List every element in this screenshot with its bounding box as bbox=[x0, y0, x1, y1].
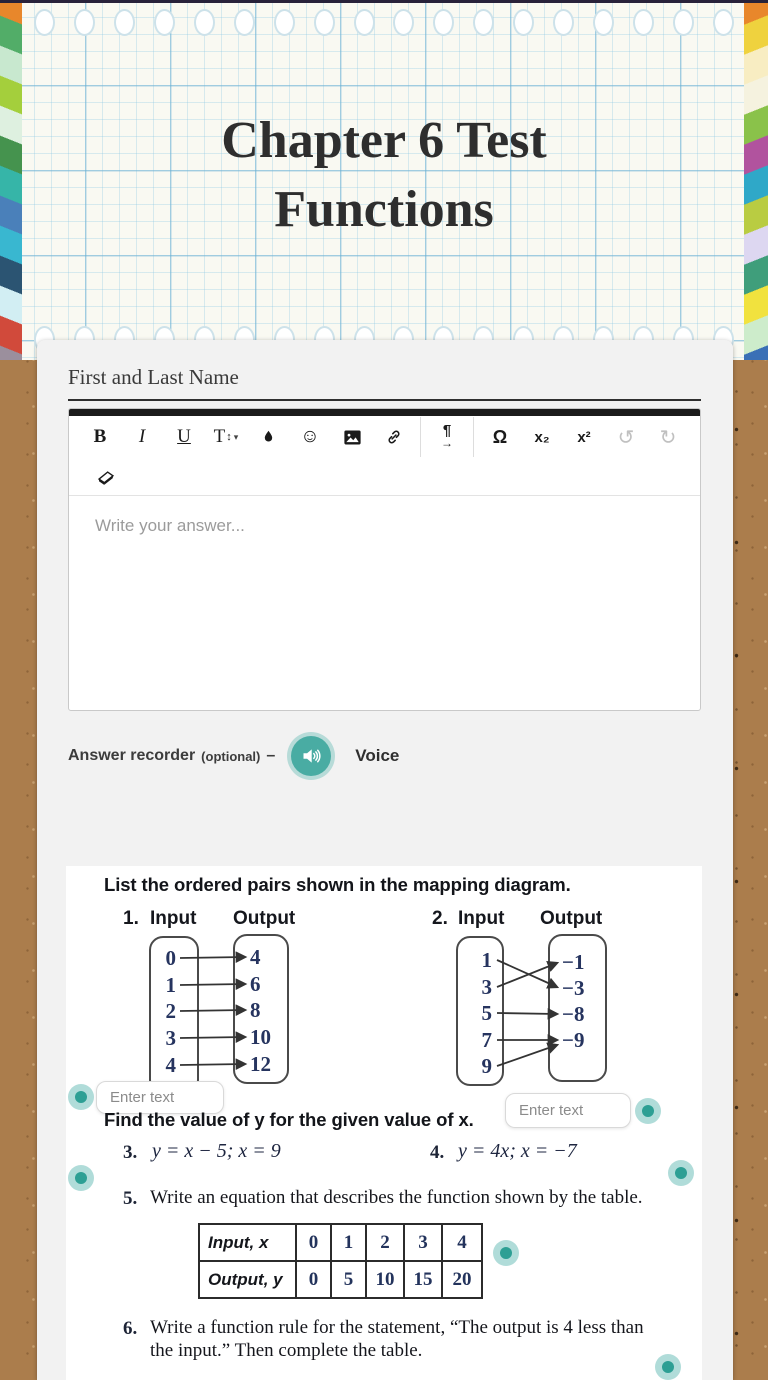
d1-input: 2 bbox=[165, 999, 176, 1023]
binder-hole bbox=[114, 9, 135, 36]
problem6-line2: the input.” Then complete the table. bbox=[150, 1340, 423, 1361]
problem3-number: 3. bbox=[123, 1142, 138, 1163]
answer-editor bbox=[68, 408, 701, 711]
diagram1-number: 1. bbox=[123, 908, 139, 929]
answer-hotspot[interactable] bbox=[493, 1240, 519, 1266]
d1-input: 1 bbox=[165, 973, 176, 997]
binder-hole bbox=[234, 9, 255, 36]
bold-button[interactable]: B bbox=[93, 426, 107, 447]
binder-hole bbox=[354, 9, 375, 36]
d1-input: 4 bbox=[165, 1053, 176, 1077]
recorder-dash: – bbox=[266, 747, 276, 764]
answer-hotspot[interactable] bbox=[655, 1354, 681, 1380]
name-question-label: First and Last Name bbox=[68, 365, 239, 389]
binder-hole bbox=[194, 9, 215, 36]
d1-output: 12 bbox=[250, 1052, 271, 1076]
editor-top-bar bbox=[69, 409, 700, 416]
voice-label: Voice bbox=[355, 746, 400, 765]
d2-output: −9 bbox=[562, 1028, 585, 1052]
insert-image-button[interactable] bbox=[331, 418, 373, 456]
diagram2-number: 2. bbox=[432, 908, 448, 929]
instruction-2: Find the value of y for the given value of x. bbox=[104, 1109, 474, 1130]
binder-hole bbox=[393, 9, 414, 36]
toolbar-divider bbox=[473, 417, 474, 457]
answer-hotspot[interactable] bbox=[68, 1084, 94, 1110]
d2-output: −3 bbox=[562, 976, 585, 1000]
insert-link-button[interactable] bbox=[373, 418, 415, 456]
binder-hole bbox=[673, 9, 694, 36]
d2-output: −8 bbox=[562, 1002, 585, 1026]
instruction-1: List the ordered pairs shown in the mapping diagram. bbox=[104, 874, 571, 895]
problem4-number: 4. bbox=[430, 1142, 445, 1163]
binder-hole bbox=[553, 9, 574, 36]
special-character-button[interactable]: Ω bbox=[492, 426, 508, 447]
text-direction-button[interactable]: ¶ → bbox=[441, 422, 453, 450]
toolbar-divider bbox=[420, 417, 421, 457]
binder-hole bbox=[274, 9, 295, 36]
answer-hotspot[interactable] bbox=[68, 1165, 94, 1191]
binder-hole bbox=[433, 9, 454, 36]
binder-hole bbox=[314, 9, 335, 36]
d2-input: 7 bbox=[481, 1028, 492, 1052]
droplet-icon bbox=[260, 429, 277, 446]
table-row: Input, x 0 1 2 3 4 bbox=[199, 1224, 482, 1261]
table-row: Output, y 0 5 10 15 20 bbox=[199, 1261, 482, 1298]
diagram1-arrows bbox=[149, 936, 299, 1094]
superscript-button[interactable]: x² bbox=[577, 428, 591, 446]
d1-output: 4 bbox=[250, 945, 261, 969]
top-edge-strip bbox=[0, 0, 768, 3]
header-graph-paper bbox=[0, 0, 768, 360]
problem3-equation: y = x − 5; x = 9 bbox=[152, 1140, 281, 1162]
answer-textarea[interactable] bbox=[69, 496, 700, 710]
undo-button[interactable]: ↺ bbox=[617, 426, 635, 449]
image-icon bbox=[343, 429, 362, 446]
divider bbox=[68, 399, 701, 401]
d2-input: 1 bbox=[481, 948, 492, 972]
binder-hole bbox=[713, 9, 734, 36]
d1-output: 8 bbox=[250, 998, 261, 1022]
binder-holes-top bbox=[34, 9, 734, 36]
problem4-equation: y = 4x; x = −7 bbox=[458, 1140, 577, 1162]
binder-hole bbox=[34, 9, 55, 36]
d2-input: 5 bbox=[481, 1001, 492, 1025]
text-color-button[interactable] bbox=[247, 418, 289, 456]
recorder-label: Answer recorder bbox=[68, 747, 196, 764]
italic-button[interactable]: I bbox=[138, 426, 146, 447]
diagram1-input-label: Input bbox=[150, 908, 197, 929]
problem5-text: Write an equation that describes the function shown by the table. bbox=[150, 1187, 643, 1208]
binder-hole bbox=[633, 9, 654, 36]
problem5-number: 5. bbox=[123, 1188, 138, 1209]
enter-text-field-2 bbox=[505, 1093, 631, 1128]
page-title: Chapter 6 Test Functions bbox=[221, 112, 547, 238]
emoji-button[interactable]: ☺ bbox=[300, 426, 320, 447]
recorder-optional-label: (optional) bbox=[201, 748, 261, 764]
d2-input: 3 bbox=[481, 975, 492, 999]
d1-output: 6 bbox=[250, 972, 261, 996]
underline-button[interactable]: U bbox=[177, 426, 191, 447]
binder-hole bbox=[74, 9, 95, 36]
d2-output: −1 bbox=[562, 950, 585, 974]
d1-output: 10 bbox=[250, 1025, 271, 1049]
answer-hotspot[interactable] bbox=[668, 1160, 694, 1186]
eraser-button[interactable] bbox=[85, 458, 127, 496]
subscript-button[interactable]: x₂ bbox=[534, 428, 550, 446]
answer-hotspot[interactable] bbox=[635, 1098, 661, 1124]
eraser-icon bbox=[96, 468, 116, 486]
worksheet-image-panel bbox=[66, 866, 702, 1380]
diagram2-output-label: Output bbox=[540, 908, 603, 929]
d1-input: 3 bbox=[165, 1026, 176, 1050]
redo-button[interactable]: ↻ bbox=[659, 426, 677, 449]
chevron-down-icon: ▾ bbox=[233, 431, 239, 442]
washi-tape-right bbox=[744, 0, 768, 360]
binder-hole bbox=[593, 9, 614, 36]
link-icon bbox=[385, 428, 403, 446]
binder-hole bbox=[513, 9, 534, 36]
diagram1-output-label: Output bbox=[233, 908, 296, 929]
binder-hole bbox=[473, 9, 494, 36]
problem6-number: 6. bbox=[123, 1318, 138, 1339]
diagram2-input-label: Input bbox=[458, 908, 505, 929]
d1-input: 0 bbox=[165, 946, 176, 970]
font-size-button[interactable]: T ↕ ▾ bbox=[213, 426, 239, 447]
editor-toolbar bbox=[69, 416, 700, 496]
function-table bbox=[198, 1223, 483, 1299]
diagram2-arrows bbox=[491, 936, 616, 1086]
d2-input: 9 bbox=[481, 1054, 492, 1078]
voice-record-button[interactable] bbox=[287, 732, 335, 780]
binder-hole bbox=[154, 9, 175, 36]
washi-tape-left bbox=[0, 0, 22, 360]
answer-recorder-row bbox=[68, 732, 399, 780]
worksheet-card bbox=[37, 340, 733, 1380]
enter-text-input[interactable] bbox=[506, 1094, 630, 1127]
problem6-line1: Write a function rule for the statement, “The output is 4 less than bbox=[150, 1317, 644, 1338]
